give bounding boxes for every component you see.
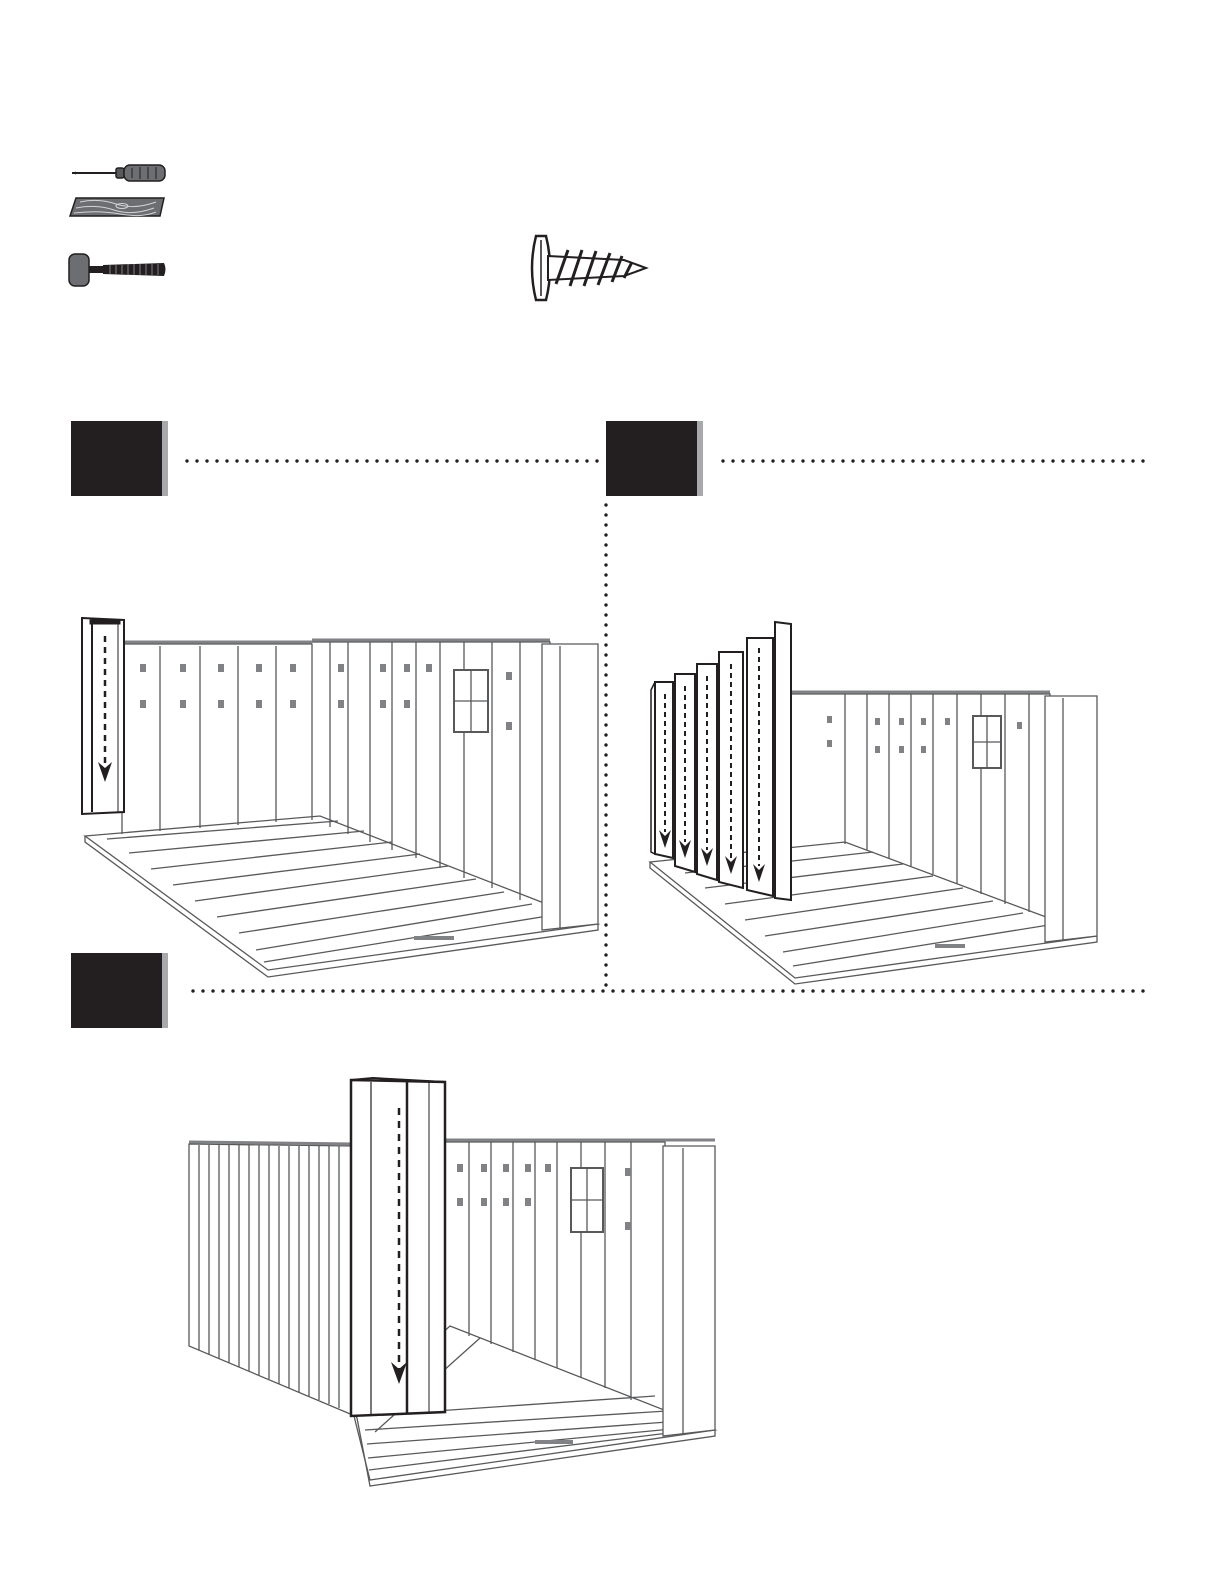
step-number	[71, 421, 162, 496]
shed-illustration-step-2	[645, 618, 1105, 984]
shed-illustration-step-1	[80, 612, 605, 980]
shed-illustration-step-3	[185, 1076, 725, 1488]
dotted-divider	[718, 459, 1146, 463]
step-number	[606, 421, 697, 496]
screw-icon	[524, 230, 650, 306]
wood-block-icon	[68, 196, 168, 220]
dotted-divider	[182, 459, 602, 463]
step-number-box	[606, 421, 703, 496]
screwdriver-icon	[70, 162, 170, 186]
rubber-mallet-icon	[66, 252, 170, 288]
step-number-box	[71, 421, 168, 496]
dotted-divider	[188, 989, 1146, 993]
